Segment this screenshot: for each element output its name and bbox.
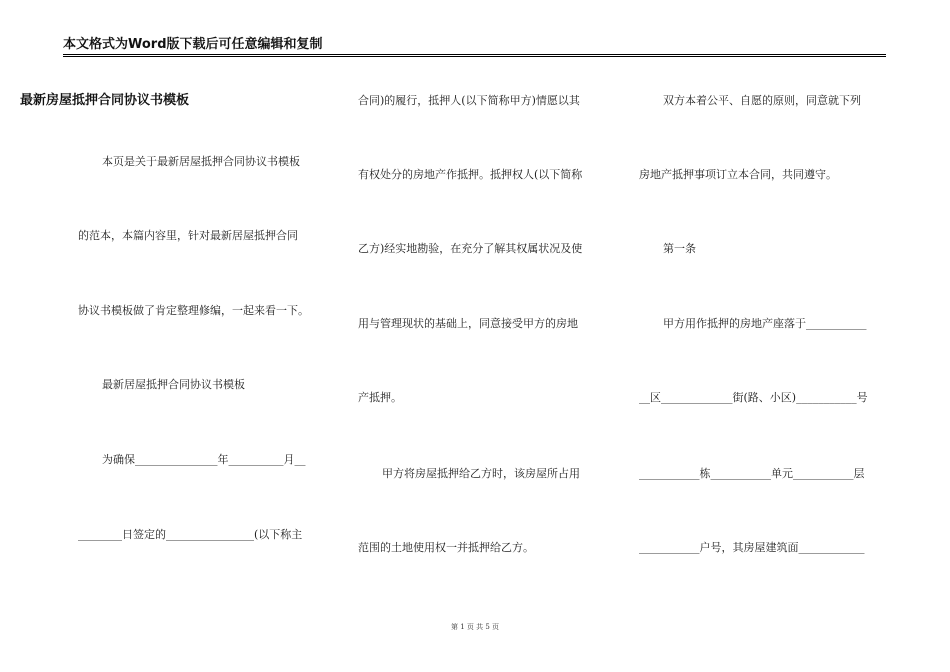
paragraph-line: 为确保_______________年__________月__ xyxy=(102,453,306,466)
paragraph-line: 甲方用作抵押的房地产座落于___________ xyxy=(663,317,867,330)
paragraph-line: 的范本，本篇内容里，针对最新居屋抵押合同 xyxy=(78,229,298,242)
paragraph-line: ________日签定的________________(以下称主 xyxy=(78,528,303,541)
paragraph-line: ___________户号，其房屋建筑面____________ xyxy=(639,541,865,554)
paragraph-line: 第一条 xyxy=(663,242,696,255)
paragraph-line: 房地产抵押事项订立本合同，共同遵守。 xyxy=(639,168,837,181)
paragraph-line: 乙方)经实地勘验，在充分了解其权属状况及使 xyxy=(358,242,583,255)
paragraph-line: 本页是关于最新居屋抵押合同协议书模板 xyxy=(102,155,300,168)
paragraph-line: 用与管理现状的基础上，同意接受甲方的房地 xyxy=(358,317,578,330)
paragraph-line: 合同)的履行，抵押人(以下简称甲方)情愿以其 xyxy=(358,94,580,107)
paragraph-line: ___________栋___________单元___________层 xyxy=(639,467,865,480)
paragraph-line: 双方本着公平、自愿的原则，同意就下列 xyxy=(663,94,861,107)
paragraph-line: 范围的土地使用权一并抵押给乙方。 xyxy=(358,541,534,554)
paragraph-line: 产抵押。 xyxy=(358,391,402,404)
document-header: 本文格式为Word版下载后可任意编辑和复制 xyxy=(63,37,323,52)
paragraph-line: 甲方将房屋抵押给乙方时，该房屋所占用 xyxy=(382,467,580,480)
paragraph-line: __区_____________街(路、小区)___________号 xyxy=(639,391,868,404)
header-rule-top xyxy=(63,54,886,55)
page-footer: 第 1 页 共 5 页 xyxy=(450,623,500,631)
paragraph-line: 有权处分的房地产作抵押。抵押权人(以下简称 xyxy=(358,168,583,181)
document-title: 最新房屋抵押合同协议书模板 xyxy=(20,93,190,108)
paragraph-line: 最新居屋抵押合同协议书模板 xyxy=(102,378,245,391)
header-rule-bottom xyxy=(63,56,886,57)
paragraph-line: 协议书模板做了肯定整理修编，一起来看一下。 xyxy=(78,304,309,317)
